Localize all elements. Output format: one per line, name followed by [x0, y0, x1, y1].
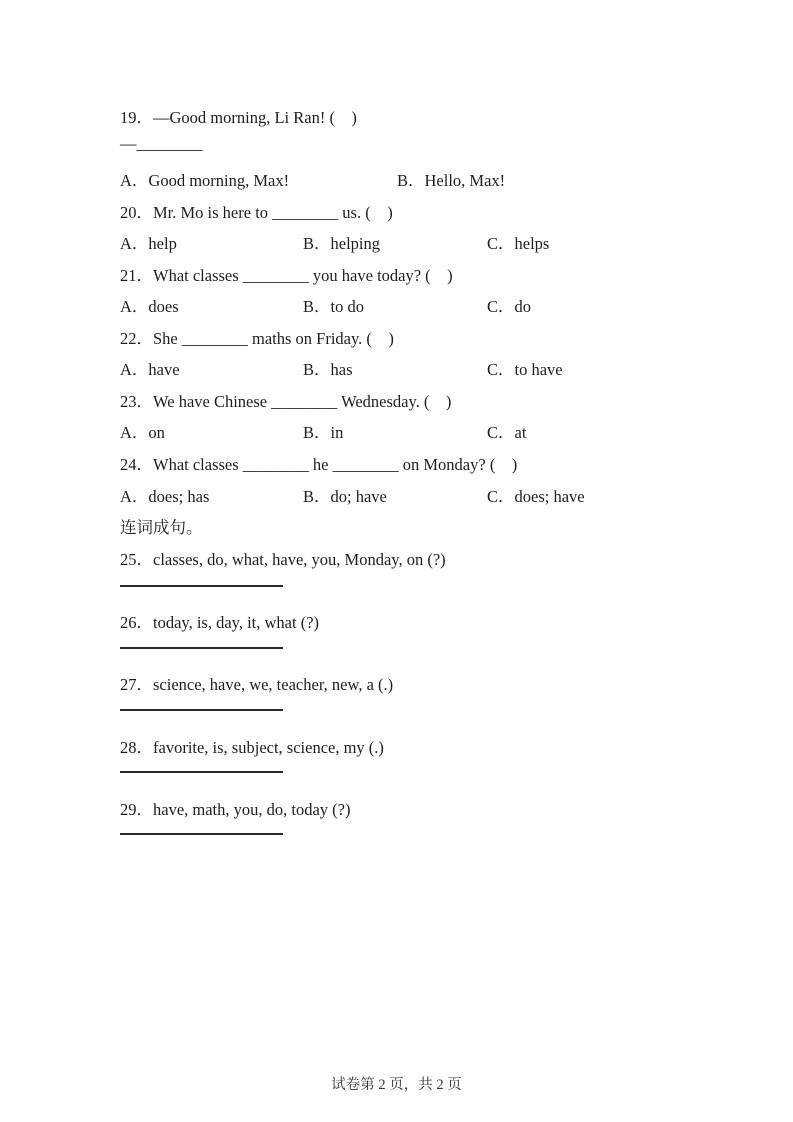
option-a: A．does — [120, 297, 179, 316]
question-text: have, math, you, do, today (?) — [153, 800, 351, 819]
question-text: We have Chinese ________ Wednesday. ( ) — [153, 392, 452, 411]
option-b: B．Hello, Max! — [397, 171, 506, 190]
option-a: A．help — [120, 234, 177, 253]
question-text: today, is, day, it, what (?) — [153, 613, 320, 632]
option-b: B．helping — [303, 234, 380, 253]
question-26-stem — [120, 609, 319, 633]
question-number: 25． — [120, 550, 153, 569]
question-24-stem — [120, 451, 517, 475]
option-c: C．do — [487, 297, 532, 316]
option-c: C．at — [487, 423, 527, 442]
question-19-options — [120, 167, 700, 189]
option-a: A．on — [120, 423, 165, 442]
question-23-stem — [120, 388, 451, 412]
question-number: 22． — [120, 329, 153, 348]
question-22-stem — [120, 325, 394, 349]
question-number: 29． — [120, 800, 153, 819]
question-19-reply-blank: —________ — [120, 134, 203, 153]
option-b: B．to do — [303, 297, 364, 316]
option-c: C．does; have — [487, 487, 585, 506]
question-number: 23． — [120, 392, 153, 411]
question-23-options — [120, 419, 700, 441]
question-text: What classes ________ you have today? ( ) — [153, 266, 453, 285]
question-text: What classes ________ he ________ on Monday? ( ) — [153, 455, 518, 474]
question-29-stem — [120, 796, 350, 820]
question-22-options — [120, 356, 700, 378]
question-26-answer-line — [120, 647, 283, 649]
question-20-options — [120, 230, 700, 252]
question-25-stem — [120, 546, 446, 570]
question-text: favorite, is, subject, science, my (.) — [153, 738, 384, 757]
option-b: B．in — [303, 423, 344, 442]
question-number: 20． — [120, 203, 153, 222]
question-25-answer-line — [120, 585, 283, 587]
option-a: A．does; has — [120, 487, 210, 506]
question-number: 24． — [120, 455, 153, 474]
question-number: 28． — [120, 738, 153, 757]
question-number: 27． — [120, 675, 153, 694]
question-28-stem — [120, 734, 384, 758]
page-number-footer: 试卷第 2 页，共 2 页 — [331, 1077, 462, 1093]
question-text: science, have, we, teacher, new, a (.) — [153, 675, 394, 694]
question-number: 19． — [120, 108, 153, 127]
question-27-stem — [120, 671, 393, 695]
question-text: She ________ maths on Friday. ( ) — [153, 329, 394, 348]
option-c: C．to have — [487, 360, 563, 379]
question-21-options — [120, 293, 700, 315]
option-b: B．has — [303, 360, 353, 379]
option-b: B．do; have — [303, 487, 387, 506]
question-24-options — [120, 483, 700, 505]
question-28-answer-line — [120, 771, 283, 773]
section-title: 连词成句。 — [120, 518, 203, 537]
question-27-answer-line — [120, 709, 283, 711]
question-19-stem — [120, 104, 357, 128]
question-text: classes, do, what, have, you, Monday, on (?) — [153, 550, 446, 569]
option-c: C．helps — [487, 234, 550, 253]
question-number: 21． — [120, 266, 153, 285]
question-text: —Good morning, Li Ran! ( ) — [153, 108, 357, 127]
question-20-stem — [120, 199, 393, 223]
option-a: A．have — [120, 360, 180, 379]
question-21-stem — [120, 262, 453, 286]
question-29-answer-line — [120, 833, 283, 835]
question-number: 26． — [120, 613, 153, 632]
question-text: Mr. Mo is here to ________ us. ( ) — [153, 203, 393, 222]
option-a: A．Good morning, Max! — [120, 171, 290, 190]
